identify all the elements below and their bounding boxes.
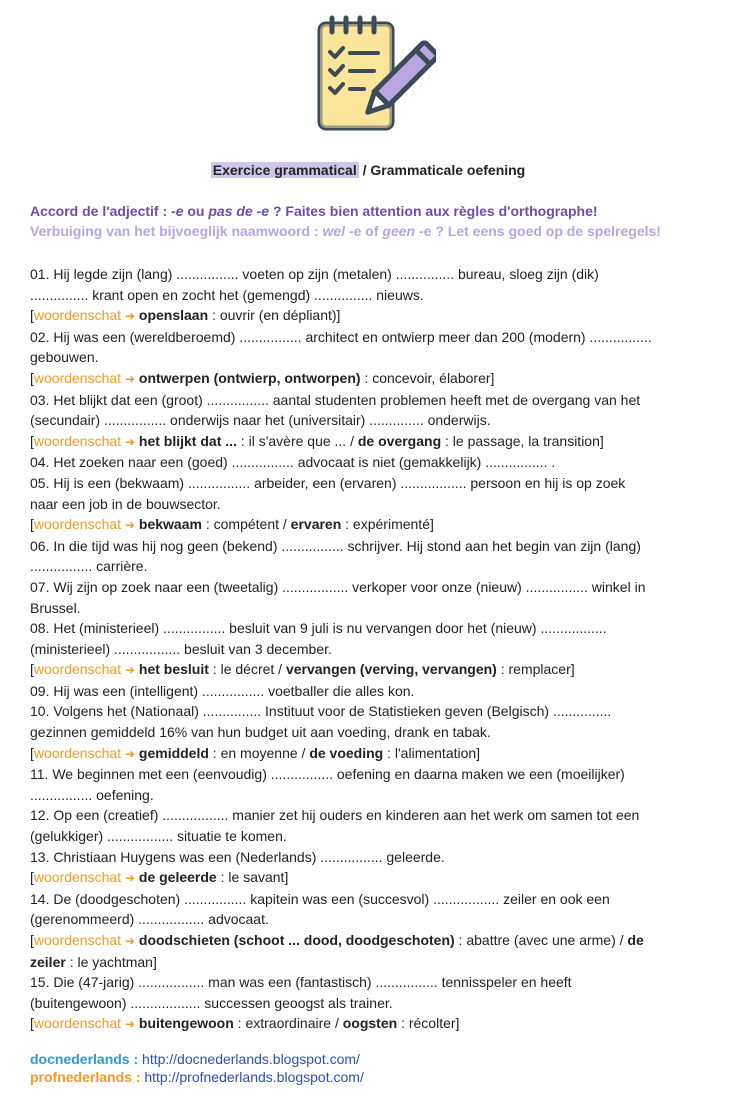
footer-line-1 bbox=[30, 1050, 364, 1068]
arrow-right-icon: ➜ bbox=[124, 309, 136, 324]
vocab-label: woordenschat bbox=[33, 869, 122, 886]
vocab-term: ervaren bbox=[290, 516, 342, 533]
instruction-text: -e ? Let eens goed op de spelregels! bbox=[415, 223, 661, 239]
title-separator: / bbox=[358, 162, 371, 178]
arrow-right-icon: ➜ bbox=[124, 663, 136, 678]
vocab-note: [woordenschat ➜ ontwerpen (ontwierp, ontworpen) : concevoir, élaborer] bbox=[30, 369, 495, 386]
vocab-term: buitengewoon bbox=[138, 1015, 234, 1032]
footer-name-profnederlands: profnederlands : bbox=[30, 1069, 141, 1085]
vocab-term: de overgang bbox=[357, 432, 442, 449]
exercise-line: (gerenommeerd) ................. advocaat. bbox=[30, 911, 269, 928]
vocab-note-continued bbox=[30, 952, 720, 973]
exercise-line: 09. Hij was een (intelligent) ................ voetballer die alles kon. bbox=[30, 682, 415, 699]
exercise-line: 13. Christiaan Huygens was een (Nederlands) ................ geleerde. bbox=[30, 848, 445, 865]
arrow-right-icon: ➜ bbox=[124, 871, 136, 886]
vocab-label: woordenschat bbox=[33, 1015, 122, 1032]
vocab-translation: : il s'avère que ... / bbox=[236, 432, 358, 449]
arrow-right-icon: ➜ bbox=[124, 434, 136, 449]
vocab-label: woordenschat bbox=[33, 369, 122, 386]
exercise-line: Brussel. bbox=[30, 599, 81, 616]
vocab-term: de bbox=[627, 932, 644, 948]
instruction-text: Accord de l'adjectif : bbox=[30, 203, 172, 219]
vocab-translation: : en moyenne / bbox=[208, 744, 310, 761]
vocab-term: doodschieten (schoot ... dood, doodgeschoten) bbox=[138, 932, 455, 948]
exercise-line: 01. Hij legde zijn (lang) ................ voeten op zijn (metalen) ............... bureau, sloeg zijn (dik) bbox=[30, 266, 599, 282]
exercise-line: 07. Wij zijn op zoek naar een (tweetalig) ................. verkoper voor onze (nieuw) ................ winkel in bbox=[30, 578, 646, 595]
exercise-line: (buitengewoon) .................. successen geoogst als trainer. bbox=[30, 994, 393, 1011]
vocab-translation: : récolter] bbox=[397, 1015, 460, 1032]
exercise-line: gezinnen gemiddeld 16% van hun budget uit aan voeding, drank en tabak. bbox=[30, 724, 491, 741]
vocab-translation: : extraordinaire / bbox=[233, 1015, 343, 1032]
instruction-text: ? Faites bien attention aux règles d'orthographe! bbox=[269, 203, 598, 219]
exercise-line: 15. Die (47-jarig) ................. man was een (fantastisch) ................ tennisspeler en heeft bbox=[30, 974, 572, 991]
vocab-label: woordenschat bbox=[33, 307, 122, 324]
vocab-translation: : le décret / bbox=[208, 661, 286, 678]
vocab-translation: : abattre (avec une arme) / bbox=[454, 932, 628, 948]
footer-link-profnederlands[interactable]: http://profnederlands.blogspot.com/ bbox=[144, 1069, 364, 1085]
exercise-line: naar een job in de bouwsector. bbox=[30, 495, 221, 512]
footer-links bbox=[30, 1050, 364, 1086]
exercise-line: ................ carrière. bbox=[30, 558, 148, 575]
instruction-italic: -e bbox=[171, 203, 184, 219]
exercise-line: 08. Het (ministerieel) ................ besluit van 9 juli is nu vervangen door het (nieuw) ................. bbox=[30, 620, 607, 637]
exercise-line: (ministerieel) ................. besluit van 3 december. bbox=[30, 640, 332, 657]
arrow-right-icon: ➜ bbox=[124, 518, 136, 533]
vocab-translation: : remplacer] bbox=[496, 661, 575, 678]
vocab-translation: : concevoir, élaborer] bbox=[360, 369, 495, 386]
exercise-line: 02. Hij was een (wereldberoemd) ................ architect en ontwierp meer dan 200 (modern) ................ bbox=[30, 328, 652, 345]
vocab-translation: : compétent / bbox=[201, 516, 291, 533]
vocab-term: het besluit bbox=[138, 661, 209, 678]
instruction-text: ou bbox=[183, 203, 209, 219]
arrow-right-icon: ➜ bbox=[124, 371, 136, 386]
exercise-line: (secundair) ................ onderwijs naar het (universitair) .............. onderwijs. bbox=[30, 412, 491, 429]
instruction-dutch bbox=[30, 223, 720, 239]
title-french: Exercice grammatical bbox=[212, 162, 357, 178]
vocab-note: [woordenschat ➜ het besluit : le décret / vervangen (verving, vervangen) : remplacer] bbox=[30, 661, 575, 678]
vocab-label: woordenschat bbox=[33, 744, 122, 761]
instruction-text: Verbuiging van het bijvoeglijk naamwoord : bbox=[30, 223, 323, 239]
vocab-note: [woordenschat ➜ doodschieten (schoot ... dood, doodgeschoten) : abattre (avec une arme) / de bbox=[30, 932, 644, 948]
arrow-right-icon: ➜ bbox=[124, 1017, 136, 1032]
vocab-note: [woordenschat ➜ het blijkt dat ... : il s'avère que ... / de overgang : le passage, la transition] bbox=[30, 432, 604, 449]
vocab-note: [woordenschat ➜ openslaan : ouvrir (en dépliant)] bbox=[30, 307, 341, 324]
exercise-line: 10. Volgens het (Nationaal) ............... Instituut voor de Statistieken geven (Belgisch) ............... bbox=[30, 703, 612, 720]
exercise-line: gebouwen. bbox=[30, 349, 99, 366]
vocab-translation: : l'alimentation] bbox=[383, 744, 481, 761]
vocab-note: [woordenschat ➜ de geleerde : le savant] bbox=[30, 869, 289, 886]
vocab-label: woordenschat bbox=[33, 661, 122, 678]
vocab-translation: : le yachtman] bbox=[65, 953, 157, 970]
vocab-term: de voeding bbox=[309, 744, 384, 761]
instruction-italic: wel bbox=[322, 223, 346, 239]
arrow-right-icon: ➜ bbox=[124, 746, 136, 761]
instruction-text: -e of bbox=[345, 223, 383, 239]
notepad-pencil-icon bbox=[312, 14, 436, 138]
vocab-term: de geleerde bbox=[138, 869, 217, 886]
exercise-list bbox=[30, 264, 720, 1035]
page-title bbox=[0, 162, 736, 178]
instruction-italic: pas de -e bbox=[208, 203, 270, 219]
vocab-term: oogsten bbox=[342, 1015, 398, 1032]
vocab-term: gemiddeld bbox=[138, 744, 209, 761]
arrow-right-icon: ➜ bbox=[124, 934, 136, 948]
vocab-translation: : le savant] bbox=[216, 869, 289, 886]
vocab-note: [woordenschat ➜ bekwaam : compétent / ervaren : expérimenté] bbox=[30, 516, 434, 533]
exercise-line: 05. Hij is een (bekwaam) ................ arbeider, een (ervaren) ................. persoon en hij is op zoek bbox=[30, 474, 626, 491]
vocab-term: bekwaam bbox=[138, 516, 202, 533]
footer-name-docnederlands: docnederlands : bbox=[30, 1051, 139, 1067]
vocab-term: openslaan bbox=[138, 307, 209, 324]
vocab-translation: : expérimenté] bbox=[341, 516, 434, 533]
exercise-line: (gelukkiger) ................. situatie te komen. bbox=[30, 828, 287, 845]
footer-line-2 bbox=[30, 1068, 364, 1086]
instruction-french bbox=[30, 203, 720, 219]
footer-link-docnederlands[interactable]: http://docnederlands.blogspot.com/ bbox=[142, 1051, 360, 1067]
exercise-line: 03. Het blijkt dat een (groot) ................ aantal studenten problemen heeft met de overgang van het bbox=[30, 391, 641, 408]
vocab-term: vervangen (verving, vervangen) bbox=[285, 661, 497, 678]
exercise-line: 04. Het zoeken naar een (goed) ................ advocaat is niet (gemakkelijk) ................ . bbox=[30, 454, 556, 471]
vocab-label: woordenschat bbox=[33, 932, 122, 948]
exercise-line: 06. In die tijd was hij nog geen (bekend) ................ schrijver. Hij stond aan het begin van zijn (lang) bbox=[30, 537, 641, 554]
instruction-italic: geen bbox=[382, 223, 416, 239]
exercise-line: ............... krant open en zocht het (gemengd) ............... nieuws. bbox=[30, 286, 424, 303]
exercise-line: ................ oefening. bbox=[30, 786, 154, 803]
vocab-label: woordenschat bbox=[33, 432, 122, 449]
vocab-label: woordenschat bbox=[33, 516, 122, 533]
vocab-note: [woordenschat ➜ buitengewoon : extraordinaire / oogsten : récolter] bbox=[30, 1015, 460, 1032]
title-dutch: Grammaticale oefening bbox=[370, 162, 526, 178]
vocab-term: zeiler bbox=[30, 953, 66, 970]
vocab-term: ontwerpen (ontwierp, ontworpen) bbox=[138, 369, 361, 386]
exercise-line: 12. Op een (creatief) ................. manier zet hij ouders en kinderen aan het werk om samen tot een bbox=[30, 807, 640, 824]
vocab-translation: : ouvrir (en dépliant)] bbox=[208, 307, 341, 324]
exercise-line: 14. De (doodgeschoten) ................ kapitein was een (succesvol) ................. zeiler en ook een bbox=[30, 890, 610, 907]
vocab-term: het blijkt dat ... bbox=[138, 432, 237, 449]
vocab-translation: : le passage, la transition] bbox=[441, 432, 604, 449]
vocab-note: [woordenschat ➜ gemiddeld : en moyenne / de voeding : l'alimentation] bbox=[30, 744, 481, 761]
exercise-line: 11. We beginnen met een (eenvoudig) ................ oefening en daarna maken we een (moeilijker) bbox=[30, 766, 625, 783]
